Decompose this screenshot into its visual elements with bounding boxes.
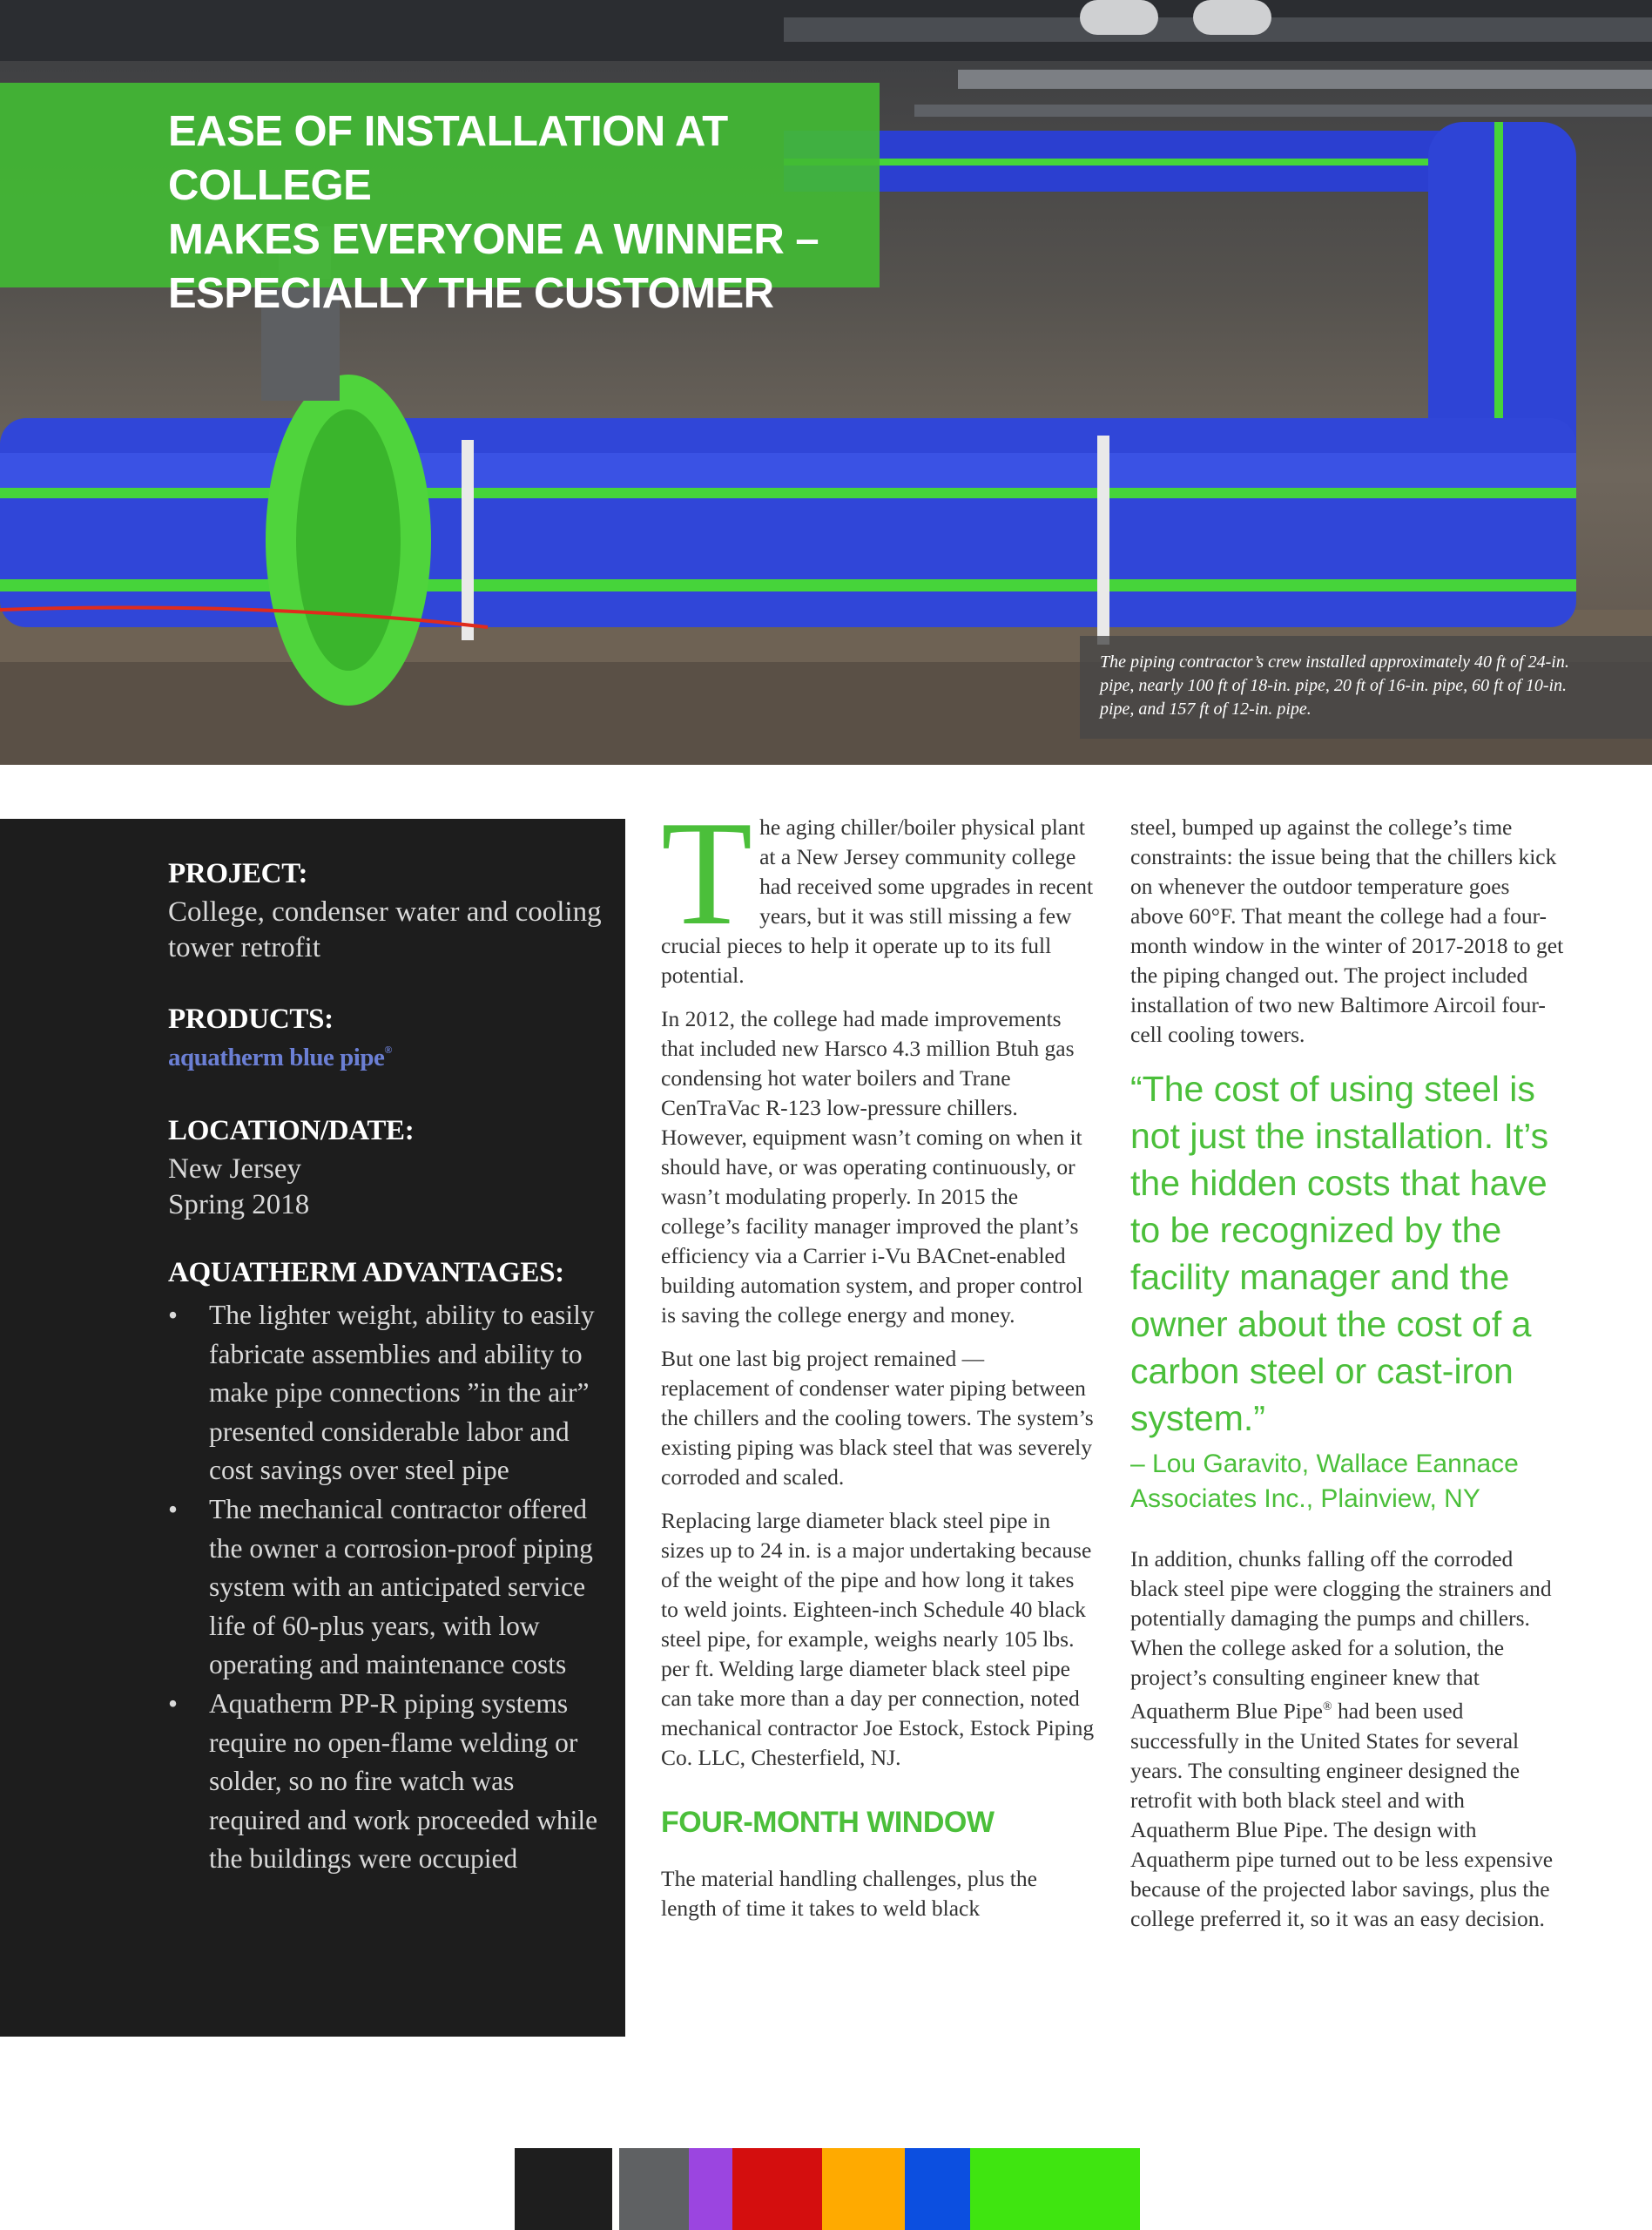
section-heading: FOUR-MONTH WINDOW bbox=[661, 1806, 995, 1839]
product-brand-text: aquatherm blue pipe bbox=[168, 1044, 385, 1071]
color-swatch bbox=[689, 2148, 732, 2230]
color-swatch bbox=[822, 2148, 905, 2230]
title-line: ESPECIALLY THE CUSTOMER bbox=[168, 270, 774, 317]
products-label: PRODUCTS: bbox=[168, 1004, 334, 1035]
color-swatch bbox=[619, 2148, 689, 2230]
color-swatch-divider bbox=[612, 2148, 619, 2230]
bullet: • bbox=[168, 1493, 179, 1524]
registered-mark: ® bbox=[1322, 1700, 1332, 1713]
list-item bbox=[168, 1296, 612, 1490]
date-value: Spring 2018 bbox=[168, 1189, 310, 1220]
article-paragraph: In 2012, the college had made improvements that included new Harsco 4.3 million Btuh gas condensing hot water boilers and Trane CenTraVac R-123 low-pressure chillers. However, equipment wasn’t coming on when it should have, or was operating continuously, or wasn’t modulating properly. In 2015 the college’s facility manager improved the plant’s efficiency via a Carrier i-Vu BACnet-enabled building automation system, and proper control is saving the college energy and money. bbox=[661, 1006, 1083, 1328]
title-line: MAKES EVERYONE A WINNER – bbox=[168, 216, 819, 263]
pull-quote: “The cost of using steel is not just the installation. It’s the hidden costs that have to be recognized by the facility manager and the owner about the cost of a carbon steel or cast-iron system.” bbox=[1130, 1069, 1549, 1438]
color-swatch bbox=[905, 2148, 970, 2230]
advantage-text: The mechanical contractor offered the owner a corrosion-proof piping system with an anticipated service life of 60-plus years, with low operating and maintenance costs bbox=[209, 1493, 593, 1680]
advantages-label: AQUATHERM ADVANTAGES: bbox=[168, 1257, 564, 1288]
photo-caption: The piping contractor’s crew installed approximately 40 ft of 24-in. pipe, nearly 100 ft of 18-in. pipe, 20 ft of 16-in. pipe, 60 ft of 10-in. pipe, and 157 ft of 12-in. pipe. bbox=[1100, 652, 1569, 719]
drop-cap: T bbox=[661, 791, 753, 956]
paragraph-text: had been used successfully in the United States for several years. The consulting engineer designed the retrofit with both black steel and with Aquatherm Blue Pipe. The design with Aquatherm pipe turned out to be less expensive because of the projected labor savings, plus the college preferred it, so it was an easy decision. bbox=[1130, 1698, 1554, 1931]
list-item bbox=[168, 1685, 612, 1879]
page-title bbox=[168, 105, 865, 321]
advantage-text: Aquatherm PP-R piping systems require no open-flame welding or solder, so no fire watch was required and work proceeded while the buildings were occupied bbox=[209, 1687, 598, 1875]
article-paragraph bbox=[661, 791, 1096, 990]
registered-mark: ® bbox=[384, 1044, 392, 1056]
list-item bbox=[168, 1490, 612, 1685]
advantages-list bbox=[168, 1296, 612, 1879]
paragraph-text: In addition, chunks falling off the corroded black steel pipe were clogging the strainers and potentially damaging the pumps and chillers. When the college asked for a solution, the project’s consulting engineer knew that Aquatherm Blue Pipe bbox=[1130, 1546, 1552, 1724]
color-swatch bbox=[515, 2148, 612, 2230]
paragraph-text: he aging chiller/boiler physical plant at a New Jersey community college had received some upgrades in recent years, but it was still missing a few crucial pieces to help it operate up to its full potential. bbox=[661, 814, 1094, 988]
location-label: LOCATION/DATE: bbox=[168, 1115, 415, 1146]
article-paragraph: steel, bumped up against the college’s time constraints: the issue being that the chillers kick on whenever the outdoor temperature goes above 60°F. That meant the college had a four-month window in the winter of 2017-2018 to get the piping changed out. The project included installation of two new Baltimore Aircoil four-cell cooling towers. bbox=[1130, 814, 1564, 1047]
project-label: PROJECT: bbox=[168, 858, 308, 889]
project-value: College, condenser water and cooling tower retrofit bbox=[168, 896, 602, 963]
quote-attribution: – Lou Garavito, Wallace Eannace Associates Inc., Plainview, NY bbox=[1130, 1450, 1519, 1513]
bullet: • bbox=[168, 1687, 179, 1719]
article-paragraph: But one last big project remained — replacement of condenser water piping between the chillers and the cooling towers. The system’s existing piping was black steel that was severely corroded and scaled. bbox=[661, 1346, 1094, 1490]
hero-photo bbox=[0, 0, 1652, 765]
article-column-1 bbox=[661, 791, 1096, 1923]
color-bar bbox=[515, 2148, 1140, 2230]
article-paragraph: Replacing large diameter black steel pipe in sizes up to 24 in. is a major undertaking because of the weight of the pipe and how long it takes to weld joints. Eighteen-inch Schedule 40 black steel pipe, for example, weighs nearly 105 lbs. per ft. Welding large diameter black steel pipe can take more than a day per connection, noted mechanical contractor Joe Estock, Estock Piping Co. LLC, Chesterfield, NJ. bbox=[661, 1508, 1095, 1770]
color-swatch bbox=[970, 2148, 1140, 2230]
color-swatch bbox=[732, 2148, 822, 2230]
advantage-text: The lighter weight, ability to easily fabricate assemblies and ability to make pipe connections ”in the air” presented considerable labor and cost savings over steel pipe bbox=[209, 1300, 595, 1486]
title-line: EASE OF INSTALLATION AT COLLEGE bbox=[168, 108, 728, 209]
article-paragraph bbox=[1130, 1544, 1566, 1934]
article-paragraph: The material handling challenges, plus the length of time it takes to weld black bbox=[661, 1866, 1037, 1921]
bullet: • bbox=[168, 1300, 179, 1330]
article-column-2 bbox=[1130, 813, 1566, 1934]
product-brand-logo bbox=[168, 1044, 392, 1072]
location-value: New Jersey bbox=[168, 1153, 302, 1185]
